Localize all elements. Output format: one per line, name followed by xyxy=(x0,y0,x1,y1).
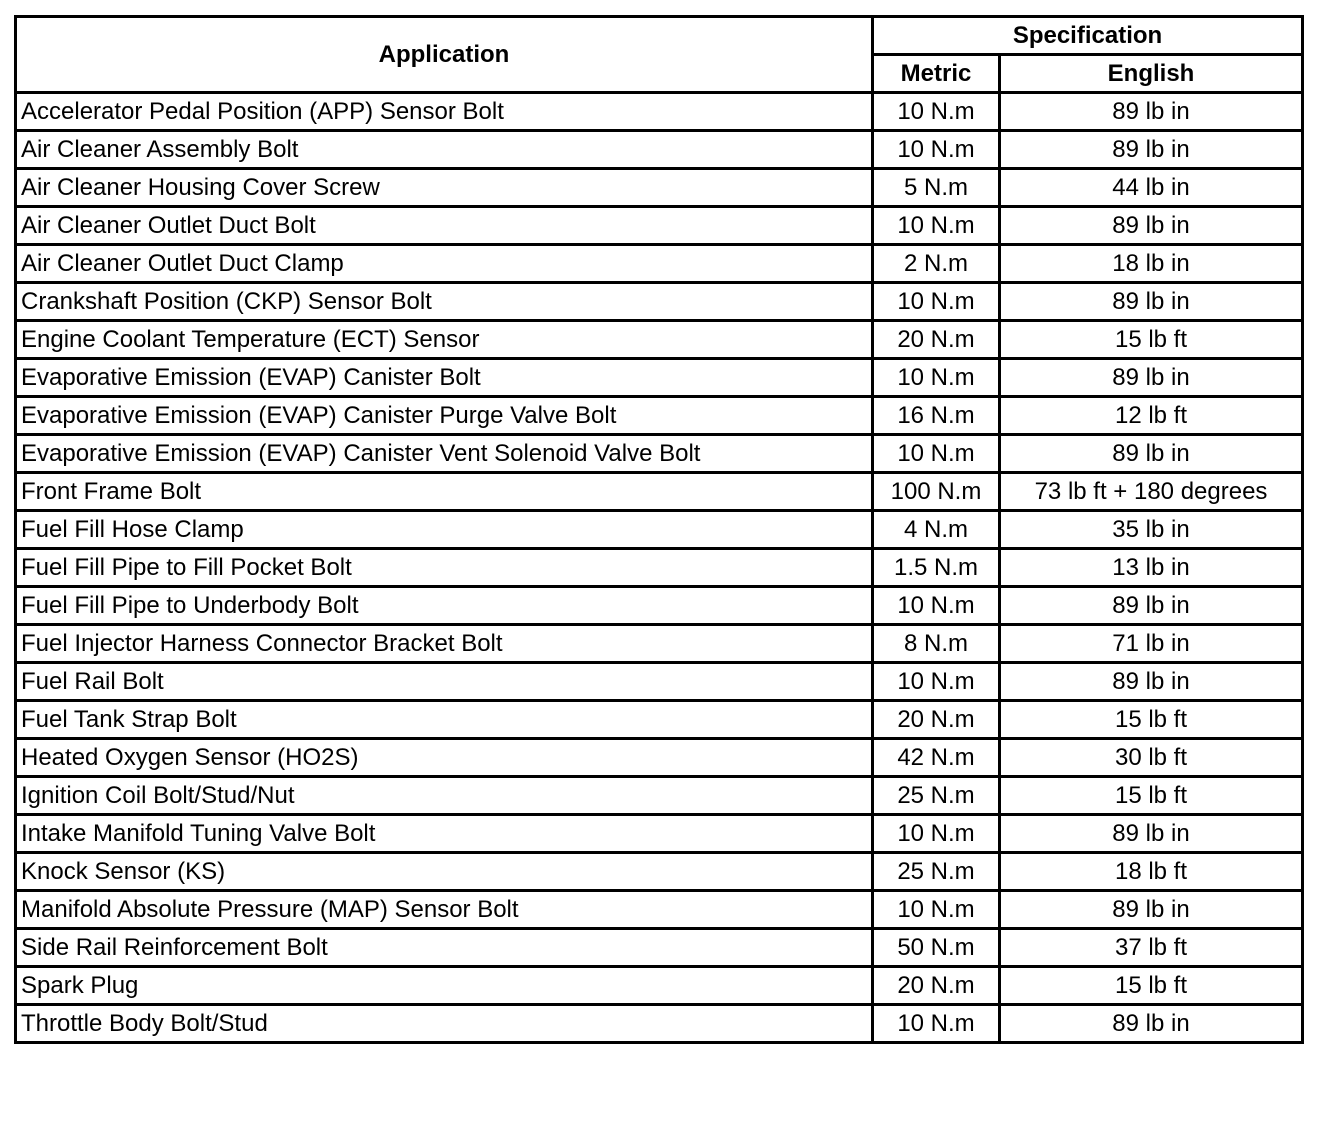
cell-metric: 10 N.m xyxy=(873,815,1000,853)
cell-application: Engine Coolant Temperature (ECT) Sensor xyxy=(16,321,873,359)
table-row xyxy=(16,93,1303,131)
table-row xyxy=(16,207,1303,245)
cell-english: 12 lb ft xyxy=(1000,397,1303,435)
cell-english: 13 lb in xyxy=(1000,549,1303,587)
cell-metric: 8 N.m xyxy=(873,625,1000,663)
cell-english: 71 lb in xyxy=(1000,625,1303,663)
cell-metric: 25 N.m xyxy=(873,777,1000,815)
cell-metric: 1.5 N.m xyxy=(873,549,1000,587)
table-row xyxy=(16,321,1303,359)
table-row xyxy=(16,549,1303,587)
cell-metric: 20 N.m xyxy=(873,321,1000,359)
cell-english: 15 lb ft xyxy=(1000,777,1303,815)
cell-application: Air Cleaner Outlet Duct Bolt xyxy=(16,207,873,245)
column-header-metric: Metric xyxy=(873,55,1000,93)
table-row xyxy=(16,815,1303,853)
table-row xyxy=(16,169,1303,207)
cell-metric: 10 N.m xyxy=(873,207,1000,245)
cell-metric: 10 N.m xyxy=(873,587,1000,625)
cell-application: Fuel Fill Hose Clamp xyxy=(16,511,873,549)
table-row xyxy=(16,131,1303,169)
table-row xyxy=(16,473,1303,511)
cell-english: 89 lb in xyxy=(1000,587,1303,625)
cell-application: Fuel Fill Pipe to Fill Pocket Bolt xyxy=(16,549,873,587)
cell-application: Evaporative Emission (EVAP) Canister Purge Valve Bolt xyxy=(16,397,873,435)
cell-application: Intake Manifold Tuning Valve Bolt xyxy=(16,815,873,853)
cell-application: Side Rail Reinforcement Bolt xyxy=(16,929,873,967)
cell-english: 37 lb ft xyxy=(1000,929,1303,967)
cell-application: Evaporative Emission (EVAP) Canister Vent Solenoid Valve Bolt xyxy=(16,435,873,473)
cell-application: Fuel Fill Pipe to Underbody Bolt xyxy=(16,587,873,625)
cell-metric: 10 N.m xyxy=(873,1005,1000,1043)
cell-english: 89 lb in xyxy=(1000,435,1303,473)
cell-application: Crankshaft Position (CKP) Sensor Bolt xyxy=(16,283,873,321)
cell-english: 73 lb ft + 180 degrees xyxy=(1000,473,1303,511)
cell-metric: 20 N.m xyxy=(873,701,1000,739)
cell-application: Manifold Absolute Pressure (MAP) Sensor Bolt xyxy=(16,891,873,929)
table-row xyxy=(16,511,1303,549)
table-row xyxy=(16,397,1303,435)
cell-metric: 42 N.m xyxy=(873,739,1000,777)
cell-english: 89 lb in xyxy=(1000,283,1303,321)
table-row xyxy=(16,1005,1303,1043)
cell-english: 89 lb in xyxy=(1000,93,1303,131)
torque-spec-table xyxy=(14,15,1304,1044)
table-row xyxy=(16,967,1303,1005)
table-row xyxy=(16,777,1303,815)
table-body xyxy=(16,93,1303,1043)
column-header-specification: Specification xyxy=(873,17,1303,55)
cell-metric: 2 N.m xyxy=(873,245,1000,283)
cell-metric: 10 N.m xyxy=(873,131,1000,169)
cell-metric: 4 N.m xyxy=(873,511,1000,549)
cell-metric: 100 N.m xyxy=(873,473,1000,511)
table-row xyxy=(16,929,1303,967)
cell-application: Fuel Injector Harness Connector Bracket Bolt xyxy=(16,625,873,663)
cell-english: 89 lb in xyxy=(1000,131,1303,169)
cell-metric: 5 N.m xyxy=(873,169,1000,207)
cell-english: 89 lb in xyxy=(1000,891,1303,929)
cell-metric: 10 N.m xyxy=(873,891,1000,929)
cell-metric: 10 N.m xyxy=(873,359,1000,397)
table-row xyxy=(16,739,1303,777)
cell-english: 44 lb in xyxy=(1000,169,1303,207)
cell-english: 89 lb in xyxy=(1000,815,1303,853)
table-row xyxy=(16,587,1303,625)
cell-english: 89 lb in xyxy=(1000,207,1303,245)
cell-application: Air Cleaner Housing Cover Screw xyxy=(16,169,873,207)
table-row xyxy=(16,359,1303,397)
cell-application: Heated Oxygen Sensor (HO2S) xyxy=(16,739,873,777)
table-row xyxy=(16,663,1303,701)
cell-english: 30 lb ft xyxy=(1000,739,1303,777)
table-row xyxy=(16,245,1303,283)
cell-english: 15 lb ft xyxy=(1000,967,1303,1005)
table-row xyxy=(16,853,1303,891)
cell-application: Fuel Rail Bolt xyxy=(16,663,873,701)
cell-application: Air Cleaner Assembly Bolt xyxy=(16,131,873,169)
table-row xyxy=(16,283,1303,321)
cell-application: Throttle Body Bolt/Stud xyxy=(16,1005,873,1043)
cell-english: 89 lb in xyxy=(1000,1005,1303,1043)
cell-english: 89 lb in xyxy=(1000,663,1303,701)
cell-english: 15 lb ft xyxy=(1000,701,1303,739)
cell-application: Evaporative Emission (EVAP) Canister Bolt xyxy=(16,359,873,397)
cell-application: Ignition Coil Bolt/Stud/Nut xyxy=(16,777,873,815)
cell-metric: 25 N.m xyxy=(873,853,1000,891)
cell-application: Accelerator Pedal Position (APP) Sensor Bolt xyxy=(16,93,873,131)
cell-application: Spark Plug xyxy=(16,967,873,1005)
cell-english: 18 lb ft xyxy=(1000,853,1303,891)
cell-application: Air Cleaner Outlet Duct Clamp xyxy=(16,245,873,283)
cell-application: Fuel Tank Strap Bolt xyxy=(16,701,873,739)
cell-application: Knock Sensor (KS) xyxy=(16,853,873,891)
table-header xyxy=(16,17,1303,93)
cell-metric: 10 N.m xyxy=(873,283,1000,321)
column-header-english: English xyxy=(1000,55,1303,93)
cell-english: 15 lb ft xyxy=(1000,321,1303,359)
cell-english: 89 lb in xyxy=(1000,359,1303,397)
table-row xyxy=(16,435,1303,473)
cell-metric: 10 N.m xyxy=(873,435,1000,473)
cell-metric: 10 N.m xyxy=(873,93,1000,131)
table-row xyxy=(16,701,1303,739)
table-row xyxy=(16,891,1303,929)
cell-metric: 10 N.m xyxy=(873,663,1000,701)
cell-application: Front Frame Bolt xyxy=(16,473,873,511)
cell-metric: 50 N.m xyxy=(873,929,1000,967)
cell-english: 18 lb in xyxy=(1000,245,1303,283)
cell-metric: 16 N.m xyxy=(873,397,1000,435)
cell-english: 35 lb in xyxy=(1000,511,1303,549)
column-header-application: Application xyxy=(16,17,873,93)
table-row xyxy=(16,625,1303,663)
cell-metric: 20 N.m xyxy=(873,967,1000,1005)
